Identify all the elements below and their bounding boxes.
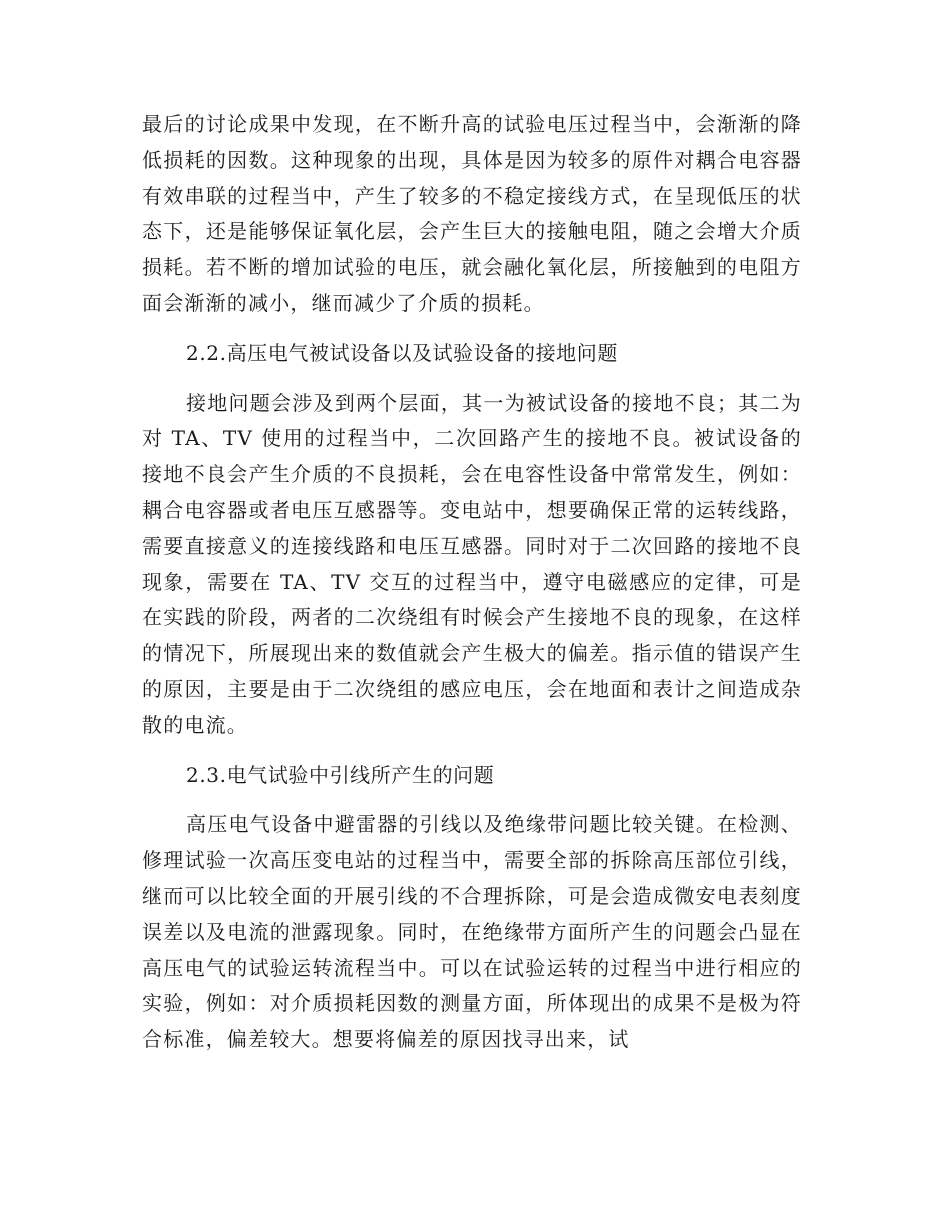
section-heading-2-3: 2.3.电气试验中引线所产生的问题 (186, 762, 495, 787)
document-body (142, 107, 802, 1058)
paragraph-grounding: 接地问题会涉及到两个层面，其一为被试设备的接地不良；其二为对 TA、TV 使用的过程当中，二次回路产生的接地不良。被试设备的接地不良会产生介质的不良损耗，会在电容性设备中常常发生，例如：耦合电容器或者电压互感器等。变电站中，想要确保正常的运转线路，需要直接意义的连接线路和电压互感器。同时对于二次回路的接地不良现象，需要在 TA、TV 交互的过程当中，遵守电磁感应的定律，可是在实践的阶段，两者的二次绕组有时候会产生接地不良的现象，在这样的情况下，所展现出来的数值就会产生极大的偏差。指示值的错误产生的原因，主要是由于二次绕组的感应电压，会在地面和表计之间造成杂散的电流。 (142, 390, 802, 737)
section-heading-2-2: 2.2.高压电气被试设备以及试验设备的接地问题 (186, 340, 618, 365)
paragraph-lead-wires: 高压电气设备中避雷器的引线以及绝缘带问题比较关键。在检测、修理试验一次高压变电站的过程当中，需要全部的拆除高压部位引线，继而可以比较全面的开展引线的不合理拆除，可是会造成微安电表刻度误差以及电流的泄露现象。同时，在绝缘带方面所产生的问题会凸显在高压电气的试验运转流程当中。可以在试验运转的过程当中进行相应的实验，例如：对介质损耗因数的测量方面，所体现出的成果不是极为符合标准，偏差较大。想要将偏差的原因找寻出来，试 (142, 812, 802, 1052)
paragraph-loss-factor: 最后的讨论成果中发现，在不断升高的试验电压过程当中，会渐渐的降低损耗的因数。这种现象的出现，具体是因为较多的原件对耦合电容器有效串联的过程当中，产生了较多的不稳定接线方式，在呈现低压的状态下，还是能够保证氧化层，会产生巨大的接触电阻，随之会增大介质损耗。若不断的增加试验的电压，就会融化氧化层，所接触到的电阻方面会渐渐的减小，继而减少了介质的损耗。 (142, 112, 802, 315)
